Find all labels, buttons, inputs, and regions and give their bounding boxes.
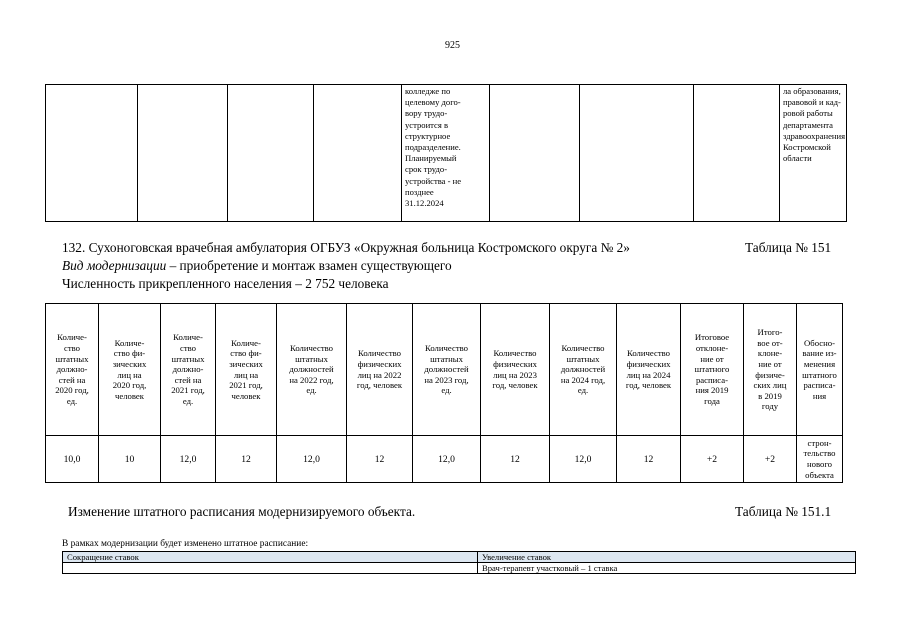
column-header: Количество штатных должностей на 2024 год, ед. bbox=[550, 304, 617, 436]
value-cell: строн- тельство нового объекта bbox=[797, 436, 843, 483]
value-cell: 12 bbox=[617, 436, 681, 483]
column-header: Количество физических лиц на 2024 год, человек bbox=[617, 304, 681, 436]
header-row bbox=[46, 304, 843, 436]
modernization-value: – приобретение и монтаж взамен существующего bbox=[166, 258, 452, 273]
value-cell: 12 bbox=[481, 436, 550, 483]
column-header: Количе- ство фи- зических лиц на 2020 год, человек bbox=[99, 304, 161, 436]
decrease-cell bbox=[63, 563, 478, 574]
value-cell: 10 bbox=[99, 436, 161, 483]
employment-note: колледже по целевому дого- вору трудо- устроится в структурное подразделение. Планируемый срок трудо- устройства - не позднее 31.12.2024 bbox=[405, 86, 462, 209]
value-cell: 12,0 bbox=[550, 436, 617, 483]
continuation-cell bbox=[138, 85, 228, 222]
table-number-151: Таблица № 151 bbox=[745, 240, 832, 255]
continuation-cell bbox=[490, 85, 580, 222]
continuation-cell bbox=[46, 85, 138, 222]
value-cell: 12 bbox=[216, 436, 277, 483]
column-header: Количество физических лиц на 2022 год, человек bbox=[347, 304, 413, 436]
staff-change-title: Изменение штатного расписания модернизируемого объекта. bbox=[68, 504, 416, 519]
value-cell: +2 bbox=[681, 436, 744, 483]
column-header: Обосно- вание из- менения штатного расписа- ния bbox=[797, 304, 843, 436]
department-note: ла образования, правовой и кад- ровой работы департамента здравоохранения Костромской области bbox=[783, 86, 846, 164]
increase-cell: Врач-терапевт участковый – 1 ставка bbox=[478, 563, 856, 574]
facility-heading: 132. Сухоноговская врачебная амбулатория ОГБУЗ «Окружная больница Костромского округа № 2» bbox=[62, 240, 630, 255]
continuation-cell bbox=[580, 85, 694, 222]
continuation-cell bbox=[402, 85, 490, 222]
staff-change-intro: В рамках модернизации будет изменено штатное расписание: bbox=[62, 539, 309, 549]
population-line: Численность прикрепленного населения – 2 752 человека bbox=[62, 276, 389, 291]
value-cell: 12,0 bbox=[413, 436, 481, 483]
staff-change-header bbox=[63, 552, 856, 563]
continuation-cell bbox=[694, 85, 780, 222]
modernization-label: Вид модернизации bbox=[62, 258, 167, 273]
column-header: Количество физических лиц на 2023 год, человек bbox=[481, 304, 550, 436]
column-header: Количество штатных должностей на 2023 год, ед. bbox=[413, 304, 481, 436]
value-cell: +2 bbox=[744, 436, 797, 483]
modernization-line bbox=[62, 258, 452, 274]
column-header: Количе- ство штатных должно- стей на 2020 год, ед. bbox=[46, 304, 99, 436]
increase-column-header: Увеличение ставок bbox=[478, 552, 856, 563]
column-header: Количество штатных должностей на 2022 год, ед. bbox=[277, 304, 347, 436]
value-cell: 12 bbox=[347, 436, 413, 483]
value-row bbox=[46, 436, 843, 483]
column-header: Количе- ство фи- зических лиц на 2021 год, человек bbox=[216, 304, 277, 436]
value-cell: 12,0 bbox=[161, 436, 216, 483]
staff-change-table bbox=[62, 551, 856, 574]
column-header: Итого- вое от- клоне- ние от физиче- ских лиц в 2019 году bbox=[744, 304, 797, 436]
value-cell: 10,0 bbox=[46, 436, 99, 483]
page-number: 925 bbox=[445, 40, 460, 51]
staff-change-row bbox=[63, 563, 856, 574]
value-cell: 12,0 bbox=[277, 436, 347, 483]
column-header: Итоговое отклоне- ние от штатного расписа- ния 2019 года bbox=[681, 304, 744, 436]
continuation-cell bbox=[780, 85, 847, 222]
continuation-table bbox=[45, 84, 847, 222]
decrease-column-header: Сокращение ставок bbox=[63, 552, 478, 563]
staffing-table bbox=[45, 303, 843, 483]
column-header: Количе- ство штатных должно- стей на 2021 год, ед. bbox=[161, 304, 216, 436]
continuation-cell bbox=[314, 85, 402, 222]
table-number-151-1: Таблица № 151.1 bbox=[735, 504, 832, 519]
continuation-cell bbox=[228, 85, 314, 222]
